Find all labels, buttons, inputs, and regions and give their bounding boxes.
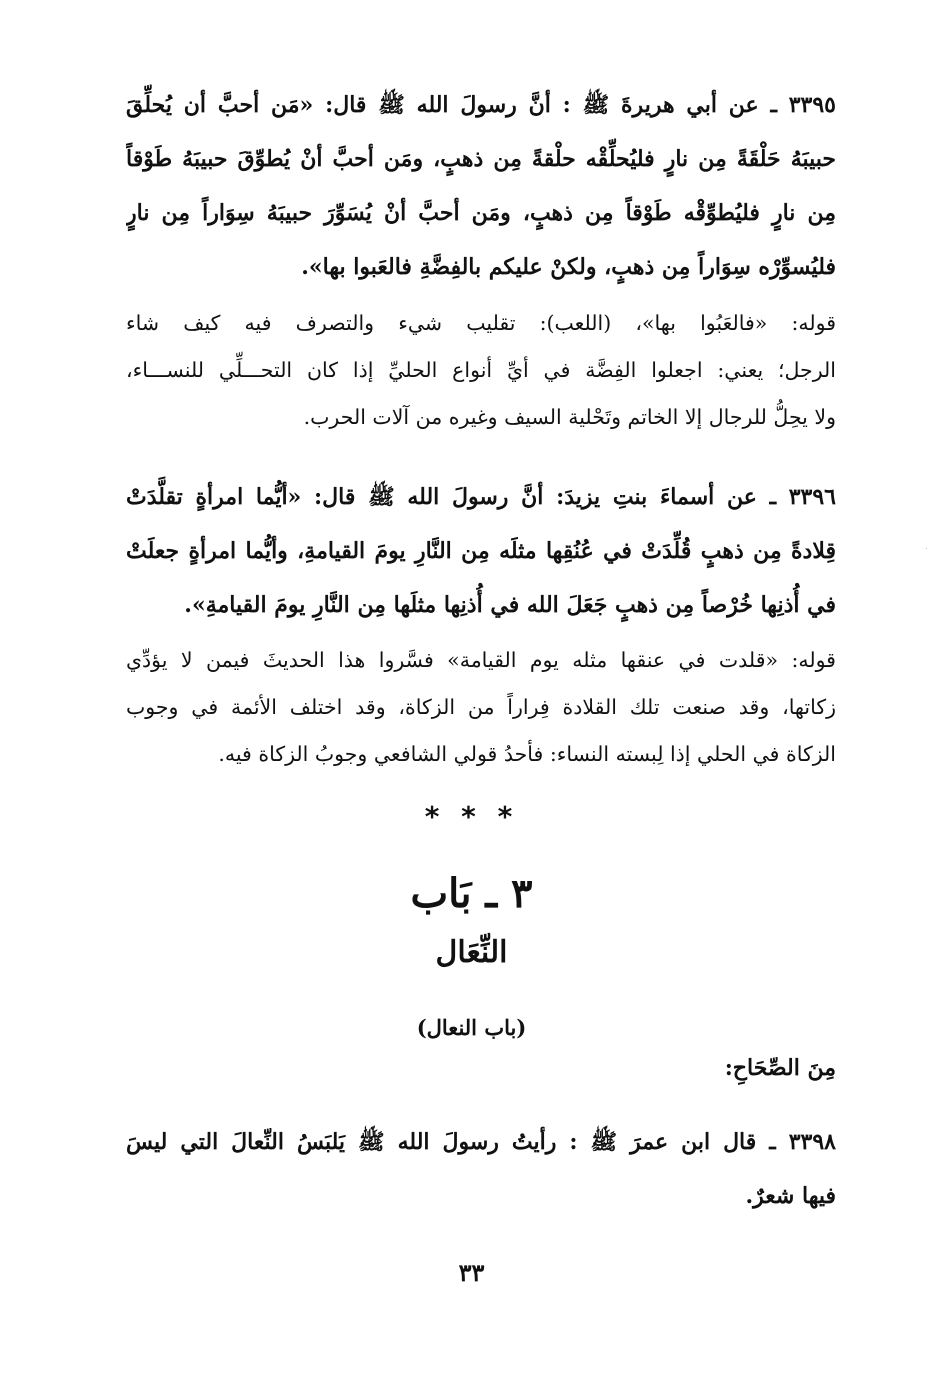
hadith-3398 xyxy=(126,1115,836,1223)
hadith-3396-line: في أُذنِها خُرْصاً مِن ذهبٍ جَعَلَ الله في أُذنِها مثلَها مِن النَّارِ يومَ القيامةِ». xyxy=(184,592,836,618)
hadith-3395-line: حبيبَهُ حَلْقَةً مِن نارٍ فليُحلِّقْه حلْقةً مِن ذهبٍ، ومَن أحبَّ أنْ يُطوِّقَ حبيبَهُ طَوْقاً xyxy=(126,146,836,172)
hadith-3395 xyxy=(126,78,836,294)
hadith-3395-line: فليُسوِّرْه سِوَاراً مِن ذهبٍ، ولكنْ عليكم بالفِضَّةِ فالعَبوا بها». xyxy=(301,254,836,280)
hadith-3396 xyxy=(126,470,836,632)
hadith-3395-line: مِن نارٍ فليُطوِّقْه طَوْقاً مِن ذهبٍ، ومَن أحبَّ أنْ يُسَوِّرَ حبيبَهُ سِوَاراً مِن نارٍ xyxy=(126,200,836,226)
hadith-3396-line: قِلادةً مِن ذهبٍ قُلِّدَتْ في عُنُقِها مثلَه مِن النَّارِ يومَ القيامةِ، وأيُّما امرأةٍ جعلَتْ xyxy=(126,538,836,564)
chapter-subtitle: (باب النعال) xyxy=(416,1015,527,1040)
margin-speck: · xyxy=(925,544,929,555)
commentary-3395-line: الرجل؛ يعني: اجعلوا الفِضَّة في أيِّ أنواع الحليِّ إذا كان التحـــلِّي للنســـاء، xyxy=(126,358,836,382)
commentary-3395-line: ولا يحِلُّ للرجال إلا الخاتم وتَحْلية السيف وغيره من آلات الحرب. xyxy=(303,405,836,429)
page-number: ٣٣ xyxy=(458,1258,485,1287)
section-separator: * * * xyxy=(424,800,519,833)
commentary-3395-line: قوله: «فالعَبُوا بها»، (اللعب): تقليب شيء والتصرف فيه كيف شاء xyxy=(126,311,836,335)
commentary-3395 xyxy=(126,300,836,441)
hadith-3398-line: فيها شعرٌ. xyxy=(745,1183,836,1209)
commentary-3396-line: زكاتها، وقد صنعت تلك القلادة فِراراً من الزكاة، وقد اختلف الأئمة في وجوب xyxy=(126,695,836,719)
commentary-3396 xyxy=(126,637,836,778)
commentary-3396-line: قوله: «قلدت في عنقها مثله يوم القيامة» فسَّروا هذا الحديثَ فيمن لا يؤدِّي xyxy=(126,648,836,672)
hadith-3395-line: ٣٣٩٥ ـ عن أبي هريرةَ ﷺ : أنَّ رسولَ الله ﷺ قال: «مَن أحبَّ أن يُحلِّقَ xyxy=(126,92,836,118)
chapter-title: النِّعَال xyxy=(435,935,508,970)
hadith-3398-line: ٣٣٩٨ ـ قال ابن عمرَ ﷺ : رأيتُ رسولَ الله ﷺ يَلبَسُ النِّعالَ التي ليسَ xyxy=(126,1129,836,1155)
commentary-3396-line: الزكاة في الحلي إذا لِبسته النساء: فأحدُ قولي الشافعي وجوبُ الزكاة فيه. xyxy=(218,742,836,766)
hadith-3396-line: ٣٣٩٦ ـ عن أسماءَ بنتِ يزيدَ: أنَّ رسولَ الله ﷺ قال: «أيُّما امرأةٍ تقلَّدَتْ xyxy=(126,484,836,510)
section-label: مِنَ الصِّحَاحِ: xyxy=(724,1055,836,1081)
chapter-number: ٣ ـ بَاب xyxy=(410,870,533,917)
